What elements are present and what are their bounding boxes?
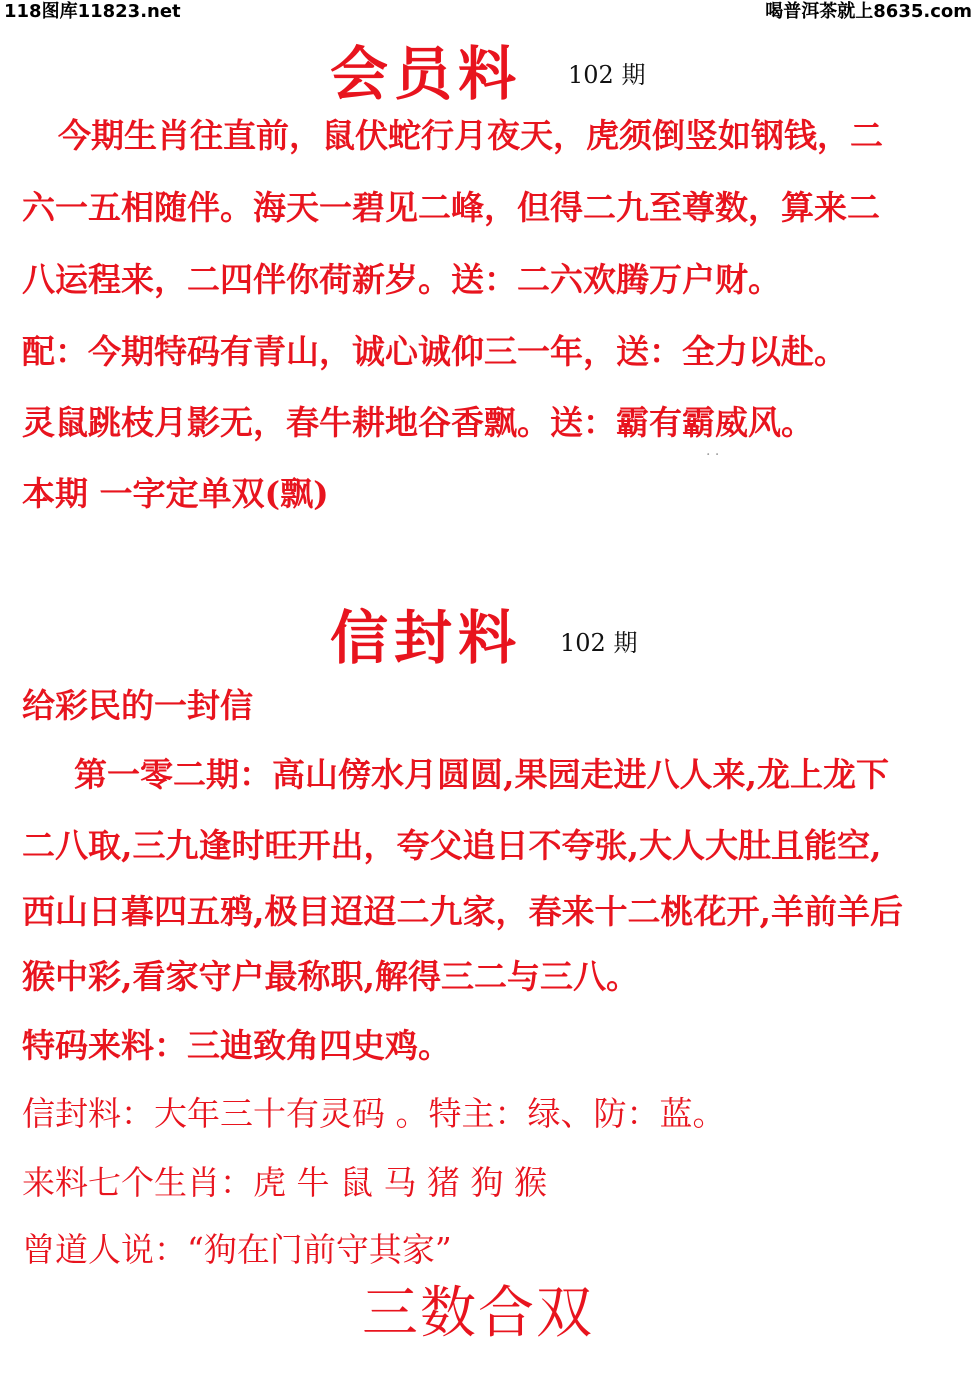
member-text-line: 本期 一字定单双(飘) [22,474,329,513]
section-title-envelope: 信封料 [330,604,523,672]
envelope-text-line: 信封料：大年三十有灵码 。特主：绿、防：蓝。 [22,1094,726,1133]
envelope-text-line: 第一零二期：高山傍水月圆圆,果园走进八人来,龙上龙下 [74,755,889,794]
member-text-line: 八运程来，二四伴你荷新岁。送：二六欢腾万户财。 [22,260,781,299]
footer-conclusion: 三数合双 [362,1281,594,1346]
site-name-left: 118图库11823.net [4,1,181,22]
stray-dots: · · [706,447,720,463]
section-title-member: 会员料 [330,40,523,108]
envelope-text-line: 二八取,三九逢时旺开出，夸父追日不夸张,大人大肚且能空, [22,826,882,865]
issue-number-member: 102 期 [568,61,646,89]
member-text-line: 六一五相随伴。海天一碧见二峰，但得二九至尊数，算来二 [22,188,880,227]
member-text-line: 今期生肖往直前，鼠伏蛇行月夜天，虎须倒竖如钢钱，二 [58,116,883,155]
envelope-text-line: 给彩民的一封信 [22,686,253,725]
member-text-line: 配：今期特码有青山，诚心诚仰三一年，送：全力以赴。 [22,332,847,371]
issue-number-envelope: 102 期 [560,629,638,657]
envelope-text-line: 来料七个生肖：虎 牛 鼠 马 猪 狗 猴 [22,1163,547,1202]
member-text-line: 灵鼠跳枝月影无，春牛耕地谷香飘。送：霸有霸威风。 [22,403,814,442]
envelope-text-line: 西山日暮四五鸦,极目迢迢二九家，春来十二桃花开,羊前羊后 [22,892,903,931]
site-name-right: 喝普洱茶就上8635.com [765,1,972,22]
envelope-text-line: 曾道人说：“狗在门前守其家” [22,1230,452,1269]
envelope-text-line: 特码来料：三迪致角四史鸡。 [22,1026,451,1065]
envelope-text-line: 猴中彩,看家守户最称职,解得三二与三八。 [22,957,639,996]
